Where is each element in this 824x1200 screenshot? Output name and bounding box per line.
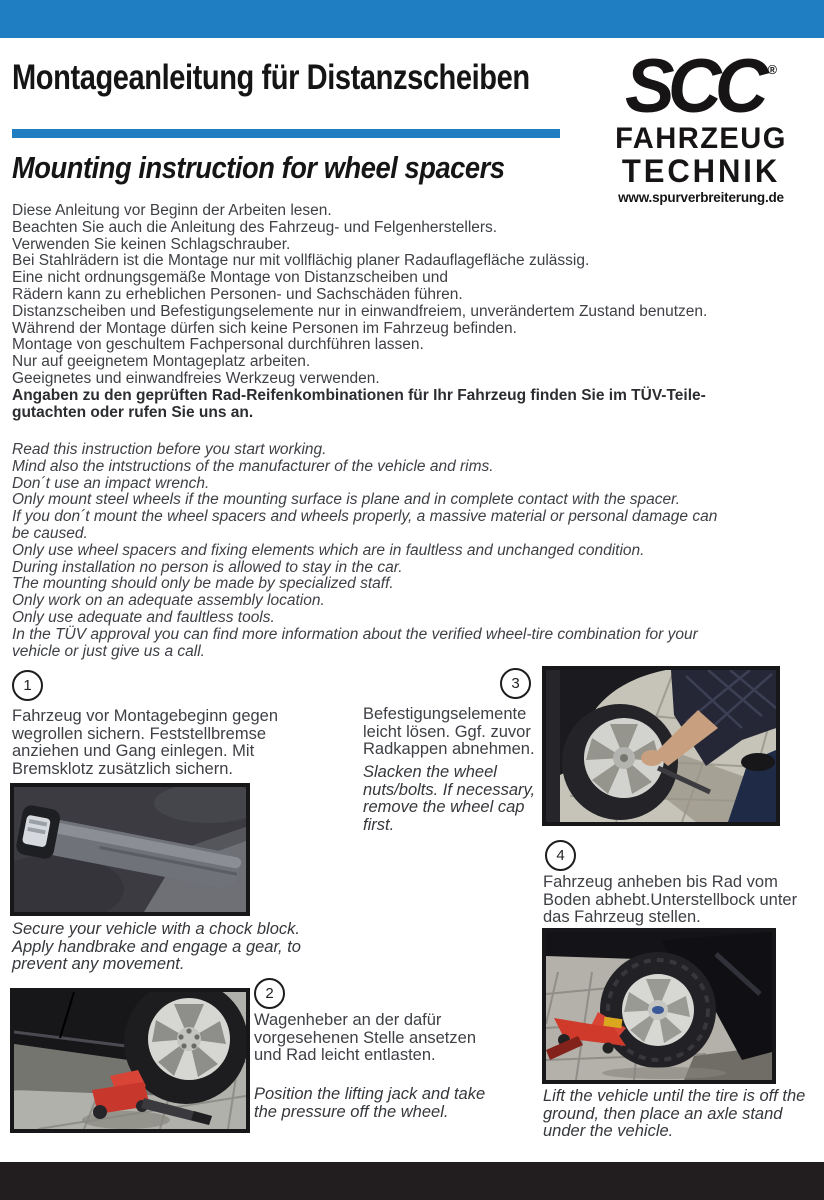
text-line: Verwenden Sie keinen Schlagschrauber. (12, 235, 291, 253)
text-line: Bei Stahlrädern ist die Montage nur mit vollflächig planer Radauflagefläche zulässig. (12, 252, 590, 270)
logo-website-url: www.spurverbreiterung.de (618, 189, 784, 205)
text-line: Mind also the intstructions of the manufacturer of the vehicle and rims. (12, 457, 494, 475)
step-3-loosen-bolts-photo (542, 666, 780, 826)
english-safety-instructions (12, 442, 812, 660)
step-2-caption-english: Position the lifting jack and take the pressure off the wheel. (254, 1085, 486, 1121)
logo-line-technik: TECHNIK (621, 152, 781, 189)
text-line: During installation no person is allowed to stay in the car. (12, 558, 403, 576)
text-line: Read this instruction before you start working. (12, 441, 327, 458)
english-instruction-lines (12, 442, 812, 660)
logo-line-fahrzeug: FAHRZEUG (615, 122, 787, 156)
bottom-black-bar (0, 1162, 824, 1200)
text-line: Only mount steel wheels if the mounting surface is plane and in complete contact with the spacer. (12, 491, 681, 509)
text-line: The mounting should only be made by specialized staff. (12, 575, 394, 593)
step-4-caption-english: Lift the vehicle until the tire is off the ground, then place an axle stand under the vehicle. (543, 1087, 806, 1141)
text-line: Beachten Sie auch die Anleitung des Fahrzeug- und Felgenherstellers. (12, 218, 498, 236)
text-line: Montage von geschultem Fachpersonal durchführen lassen. (12, 336, 424, 354)
text-line: Diese Anleitung vor Beginn der Arbeiten lesen. (12, 202, 332, 219)
scc-logo (608, 44, 794, 205)
text-line: gutachten oder rufen Sie uns an. (12, 403, 254, 421)
german-instruction-lines (12, 203, 812, 388)
step-4-number-badge: 4 (545, 840, 576, 871)
step-4-text-german: Fahrzeug anheben bis Rad vom Boden abhebt.Unterstellbock unter das Fahrzeug stellen. (543, 873, 798, 927)
text-line: In the TÜV approval you can find more information about the verified wheel-tire combination for your (12, 625, 698, 643)
text-line: Nur auf geeignetem Montageplatz arbeiten. (12, 353, 311, 371)
step-1-number-badge: 1 (12, 670, 43, 701)
step-2-text-german: Wagenheber an der dafür vorgesehenen Stelle ansetzen und Rad leicht entlasten. (254, 1011, 476, 1065)
page-title-english: Mounting instruction for wheel spacers (12, 150, 505, 185)
registered-trademark-icon: ® (767, 62, 777, 77)
text-line: Während der Montage dürfen sich keine Personen im Fahrzeug befinden. (12, 319, 517, 337)
step-3-text-german: Befestigungselemente leicht lösen. Ggf. zuvor Radkappen abnehmen. (363, 705, 535, 759)
text-line: Only work on an adequate assembly location. (12, 592, 325, 610)
text-line: Distanzscheiben und Befestigungselemente nur in einwandfreiem, unverändertem Zustand benutzen. (12, 302, 708, 320)
step-2-jack-photo (10, 988, 250, 1133)
text-line: Angaben zu den geprüften Rad-Reifenkombinationen für Ihr Fahrzeug finden Sie im TÜV-Teile- (12, 386, 706, 404)
german-safety-instructions (12, 203, 812, 421)
step-3-caption-english: Slacken the wheel nuts/bolts. If necessary, remove the wheel cap first. (363, 763, 536, 834)
text-line: Rädern kann zu erheblichen Personen- und Sachschäden führen. (12, 285, 463, 303)
blue-divider-rule (12, 129, 560, 138)
text-line: be caused. (12, 524, 88, 542)
step-2-number-badge: 2 (254, 978, 285, 1009)
text-line: Geeignetes und einwandfreies Werkzeug verwenden. (12, 369, 380, 387)
text-line: vehicle or just give us a call. (12, 642, 205, 660)
step-1-text-german: Fahrzeug vor Montagebeginn gegen wegrollen sichern. Feststellbremse anziehen und Gang einlegen. Mit Bremsklotz zusätzlich sichern. (12, 707, 279, 778)
step-3-number-badge: 3 (500, 668, 531, 699)
step-4-lifted-vehicle-photo (542, 928, 776, 1084)
step-1-handbrake-photo (10, 783, 250, 916)
text-line: If you don´t mount the wheel spacers and wheels properly, a massive material or personal damage can (12, 508, 718, 526)
text-line: Only use adequate and faultless tools. (12, 608, 275, 626)
text-line: Only use wheel spacers and fixing elements which are in faultless and unchanged condition. (12, 541, 645, 559)
page-title-german: Montageanleitung für Distanzscheiben (12, 58, 530, 97)
text-line: Eine nicht ordnungsgemäße Montage von Distanzscheiben und (12, 269, 448, 287)
german-bold-note (12, 388, 812, 422)
step-1-caption-english: Secure your vehicle with a chock block. Apply handbrake and engage a gear, to prevent any movement. (12, 920, 301, 974)
text-line: Don´t use an impact wrench. (12, 474, 210, 492)
top-blue-bar (0, 0, 824, 38)
scc-brand-mark: SCC ® (625, 44, 777, 129)
